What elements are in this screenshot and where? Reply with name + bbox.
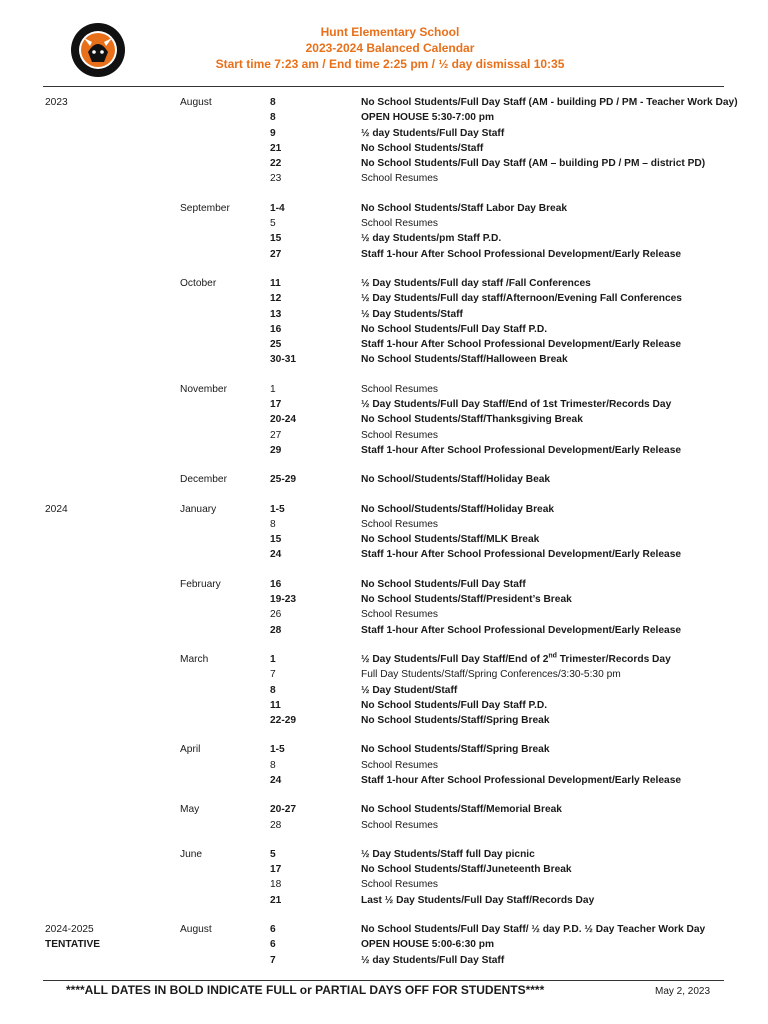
date-cell: 11 (270, 699, 281, 711)
row-spacer (0, 908, 768, 922)
date-cell: 24 (270, 549, 282, 561)
month-label: April (180, 744, 201, 756)
row-spacer (0, 563, 768, 577)
calendar-row (0, 802, 768, 817)
date-cell: 16 (270, 578, 282, 590)
calendar-row (0, 110, 768, 125)
calendar-row (0, 247, 768, 262)
event-description: School Resumes (361, 879, 439, 891)
date-cell: 11 (270, 277, 281, 289)
date-cell: 28 (270, 624, 282, 636)
calendar-row (0, 517, 768, 532)
date-cell: 1 (270, 653, 276, 665)
date-cell: 7 (270, 954, 276, 966)
event-description: School Resumes (361, 759, 439, 771)
event-description: ½ day Students/Full Day Staff (361, 954, 505, 966)
event-description: ½ day Students/pm Staff P.D. (361, 233, 502, 245)
event-description: School Resumes (361, 383, 439, 395)
month-label: August (180, 97, 212, 108)
calendar-row (0, 95, 768, 110)
event-description: No School Students/Staff/Halloween Break (361, 354, 568, 366)
date-cell: 20-27 (270, 804, 297, 816)
month-label: August (180, 924, 212, 936)
year-label: 2023 (45, 97, 68, 108)
calendar-row (0, 592, 768, 607)
date-cell: 8 (270, 684, 276, 696)
event-description: No School Students/Staff/MLK Break (361, 534, 540, 546)
date-cell: 24 (270, 774, 282, 786)
event-description: ½ Day Students/Staff (361, 308, 463, 320)
date-cell: 9 (270, 127, 276, 139)
calendar-row (0, 337, 768, 352)
date-cell: 25-29 (270, 474, 297, 486)
event-description: No School Students/Staff/Juneteenth Break (361, 864, 572, 876)
event-description: No School Students/Staff/Spring Break (361, 715, 550, 727)
calendar-row (0, 307, 768, 322)
calendar-row (0, 667, 768, 682)
date-cell: 1 (270, 383, 276, 395)
date-cell: 7 (270, 669, 276, 681)
calendar-row (0, 607, 768, 622)
calendar-row (0, 773, 768, 788)
date-cell: 1-4 (270, 202, 285, 214)
school-logo (70, 22, 126, 78)
date-cell: 23 (270, 173, 282, 185)
date-cell: 18 (270, 879, 282, 891)
calendar-row (0, 893, 768, 908)
calendar-row (0, 937, 768, 952)
calendar-header (130, 24, 650, 72)
event-description: ½ Day Students/Full Day Staff/End of 2nd Trimester/Records Day (361, 652, 671, 665)
date-cell: 26 (270, 609, 282, 621)
row-spacer (0, 638, 768, 652)
month-label: November (180, 383, 227, 395)
event-description: Staff 1-hour After School Professional Development/Early Release (361, 248, 682, 260)
date-cell: 16 (270, 323, 282, 335)
calendar-row (0, 683, 768, 698)
event-description: Staff 1-hour After School Professional Development/Early Release (361, 549, 682, 561)
calendar-row (0, 322, 768, 337)
school-name: Hunt Elementary School (320, 25, 460, 39)
calendar-row (0, 291, 768, 306)
calendar-row (0, 216, 768, 231)
event-description: No School Students/Full Day Staff (361, 578, 526, 590)
calendar-row (0, 141, 768, 156)
event-description: School Resumes (361, 819, 439, 831)
date-cell: 17 (270, 864, 282, 876)
date-cell: 6 (270, 924, 276, 936)
event-description: School Resumes (361, 518, 439, 530)
calendar-row (0, 713, 768, 728)
date-cell: 6 (270, 939, 276, 951)
row-spacer (0, 458, 768, 472)
date-cell: 5 (270, 848, 276, 860)
date-cell: 29 (270, 444, 282, 456)
month-label: May (180, 804, 200, 816)
event-description: No School Students/Staff/President’s Break (361, 594, 572, 606)
calendar-row (0, 698, 768, 713)
calendar-row (0, 922, 768, 937)
event-description: School Resumes (361, 218, 439, 230)
row-spacer (0, 187, 768, 201)
calendar-row (0, 502, 768, 517)
calendar-row (0, 443, 768, 458)
date-cell: 21 (270, 142, 282, 154)
date-cell: 27 (270, 248, 282, 260)
date-cell: 1-5 (270, 503, 285, 515)
month-label: June (180, 848, 203, 860)
date-cell: 27 (270, 429, 282, 441)
event-description: OPEN HOUSE 5:30-7:00 pm (361, 112, 495, 124)
calendar-row (0, 352, 768, 367)
event-description: Last ½ Day Students/Full Day Staff/Records Day (361, 894, 595, 906)
calendar-row (0, 818, 768, 833)
calendar-row (0, 532, 768, 547)
date-cell: 19-23 (270, 594, 297, 606)
calendar-row (0, 577, 768, 592)
calendar-row (0, 428, 768, 443)
calendar-row (0, 623, 768, 638)
month-label: March (180, 653, 209, 665)
date-cell: 17 (270, 399, 282, 411)
event-description: Staff 1-hour After School Professional Development/Early Release (361, 339, 682, 351)
date-cell: 8 (270, 759, 276, 771)
date-cell: 25 (270, 339, 282, 351)
calendar-row (0, 412, 768, 427)
event-description: ½ day Students/Full Day Staff (361, 127, 505, 139)
school-times: Start time 7:23 am / End time 2:25 pm / ½ day dismissal 10:35 (215, 57, 565, 71)
event-description: Full Day Students/Staff/Spring Conferences/3:30-5:30 pm (361, 669, 621, 681)
calendar-row (0, 847, 768, 862)
calendar-row (0, 742, 768, 757)
date-cell: 21 (270, 894, 282, 906)
date-cell: 8 (270, 518, 276, 530)
month-label: December (180, 474, 227, 486)
event-description: School Resumes (361, 429, 439, 441)
event-description: ½ Day Students/Staff full Day picnic (361, 848, 535, 860)
top-divider (43, 86, 724, 87)
date-cell: 30-31 (270, 354, 297, 366)
event-description: No School Students/Full Day Staff (AM – building PD / PM – district PD) (361, 158, 706, 170)
calendar-title: 2023-2024 Balanced Calendar (305, 41, 475, 55)
event-description: School Resumes (361, 609, 439, 621)
calendar-row (0, 171, 768, 186)
event-description: ½ Day Students/Full day staff/Afternoon/Evening Fall Conferences (361, 293, 682, 305)
calendar-row (0, 201, 768, 216)
event-description: ½ Day Students/Full day staff /Fall Conferences (361, 277, 591, 289)
year-label: 2024-2025 (45, 924, 94, 936)
date-cell: 8 (270, 112, 276, 124)
event-description: School Resumes (361, 173, 439, 185)
event-description: No School Students/Full Day Staff (AM - building PD / PM - Teacher Work Day) (361, 97, 738, 108)
row-spacer (0, 833, 768, 847)
event-description: Staff 1-hour After School Professional Development/Early Release (361, 444, 682, 456)
date-cell: 5 (270, 218, 276, 230)
event-description: Staff 1-hour After School Professional Development/Early Release (361, 624, 682, 636)
date-cell: 13 (270, 308, 282, 320)
date-cell: 22-29 (270, 715, 297, 727)
date-cell: 8 (270, 97, 276, 108)
calendar-table (0, 95, 768, 968)
event-description: No School Students/Staff/Memorial Break (361, 804, 562, 816)
event-description: No School Students/Full Day Staff/ ½ day P.D. ½ Day Teacher Work Day (361, 924, 706, 936)
date-cell: 15 (270, 233, 282, 245)
calendar-row (0, 382, 768, 397)
bold-legend-note: ****ALL DATES IN BOLD INDICATE FULL or PARTIAL DAYS OFF FOR STUDENTS**** (66, 983, 545, 997)
calendar-row (0, 126, 768, 141)
revision-date: May 2, 2023 (655, 986, 711, 997)
calendar-row (0, 472, 768, 487)
event-description: No School Students/Staff (361, 142, 484, 154)
row-spacer (0, 368, 768, 382)
month-label: January (180, 503, 217, 515)
calendar-row (0, 877, 768, 892)
calendar-row (0, 953, 768, 968)
row-spacer (0, 262, 768, 276)
month-label: September (180, 202, 230, 214)
event-description: No School Students/Staff/Thanksgiving Break (361, 414, 583, 426)
month-label: October (180, 277, 217, 289)
event-description: ½ Day Students/Full Day Staff/End of 1st Trimester/Records Day (361, 399, 672, 411)
event-description: OPEN HOUSE 5:00-6:30 pm (361, 939, 495, 951)
calendar-row (0, 652, 768, 667)
calendar-row (0, 231, 768, 246)
row-spacer (0, 488, 768, 502)
year-label: 2024 (45, 503, 68, 515)
event-description: ½ Day Student/Staff (361, 684, 458, 696)
event-description: No School/Students/Staff/Holiday Beak (361, 474, 551, 486)
year-label: TENTATIVE (45, 939, 101, 951)
calendar-row (0, 862, 768, 877)
event-description: No School Students/Staff/Spring Break (361, 744, 550, 756)
event-description: No School Students/Full Day Staff P.D. (361, 323, 548, 335)
calendar-row (0, 397, 768, 412)
calendar-row (0, 758, 768, 773)
row-spacer (0, 788, 768, 802)
date-cell: 1-5 (270, 744, 285, 756)
month-label: February (180, 578, 221, 590)
calendar-row (0, 276, 768, 291)
date-cell: 15 (270, 534, 282, 546)
date-cell: 20-24 (270, 414, 297, 426)
event-description: No School Students/Full Day Staff P.D. (361, 699, 548, 711)
event-description: Staff 1-hour After School Professional Development/Early Release (361, 774, 682, 786)
event-description: No School/Students/Staff/Holiday Break (361, 503, 555, 515)
row-spacer (0, 728, 768, 742)
date-cell: 28 (270, 819, 282, 831)
event-description: No School Students/Staff Labor Day Break (361, 202, 568, 214)
calendar-row (0, 156, 768, 171)
calendar-row (0, 547, 768, 562)
bottom-divider (43, 980, 724, 981)
date-cell: 22 (270, 158, 282, 170)
date-cell: 12 (270, 293, 282, 305)
